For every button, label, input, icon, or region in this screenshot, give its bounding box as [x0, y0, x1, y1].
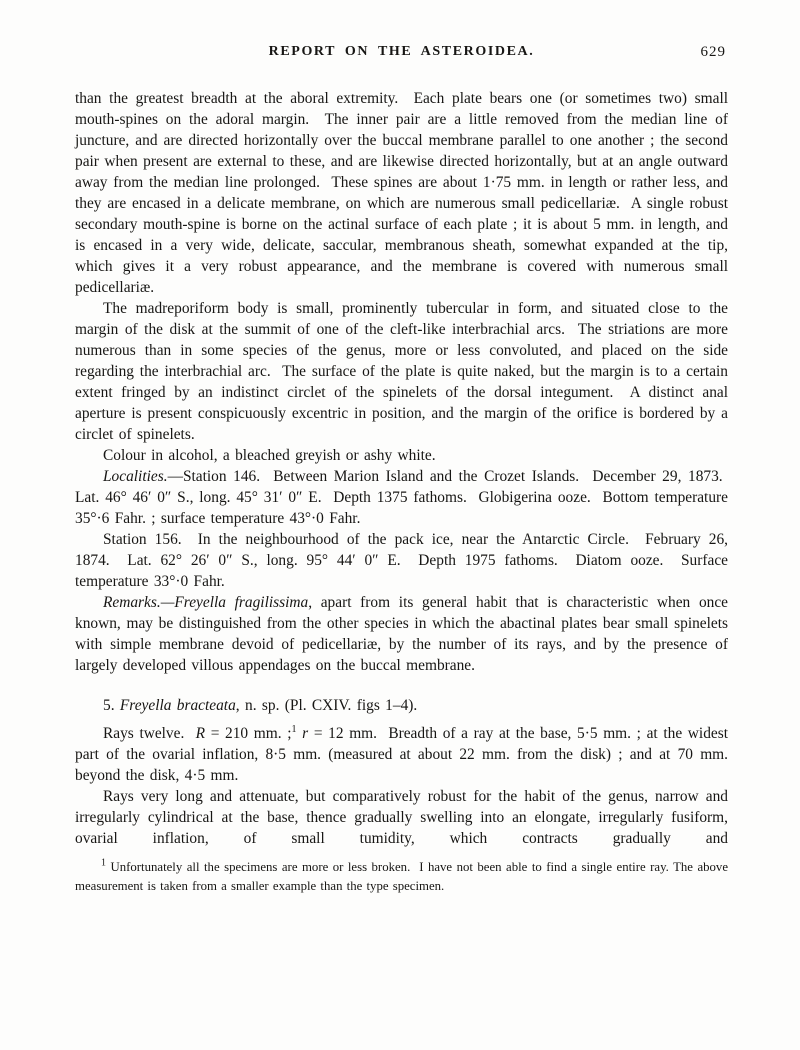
measurements-paragraph	[75, 723, 728, 786]
continuation-paragraph	[75, 88, 728, 298]
text-run: Station 156. In the neighbourhood of the pack ice, near the Antarctic Circle. February 26, 1874. Lat. 62° 26′ 0″ S., long. 95° 44′ 0″ E. Depth 1975 fathoms. Diatom ooze. Surface temperature 33°·0 Fahr.	[75, 531, 728, 590]
italic-run: R	[195, 725, 206, 742]
text-run: = 12 mm. Breadth of a ray at the base, 5·5 mm. ; at the widest part of the ovarial inflation, 8·5 mm. (measured at about 22 mm. from the disk) ; and at 70 mm. beyond the disk, 4·5 mm.	[75, 725, 728, 784]
italic-run: Remarks.—Freyella fragilissima	[103, 594, 309, 611]
remarks-paragraph	[75, 592, 728, 676]
superscript-run: 1	[101, 857, 106, 869]
madreporiform-paragraph	[75, 298, 728, 445]
localities-paragraph	[75, 466, 728, 529]
text-run: , apart from its general habit that is characteristic when once known, may be distinguished from the other species in which the abactinal plates bear small spinelets with simple membrane devoid of pedicellariæ, by the number of its rays, and by the presence of largely developed villous appendages on the buccal membrane.	[75, 594, 728, 674]
station-156-paragraph	[75, 529, 728, 592]
italic-run: r	[302, 725, 309, 742]
text-run: , n. sp. (Pl. CXIV. figs 1–4).	[235, 697, 418, 714]
colour-paragraph	[75, 445, 728, 466]
text-run: Rays twelve.	[103, 725, 196, 742]
italic-run: Localities.	[103, 468, 168, 485]
text-run: Rays very long and attenuate, but comparatively robust for the habit of the genus, narrow and irregularly cylindrical at the base, thence gradually swelling into an elongate, irregularly fusiform, ovarial inflation, of small tumidity, which contracts gradually and	[75, 788, 728, 847]
text-run: 5.	[103, 697, 120, 714]
superscript-run: 1	[291, 723, 297, 735]
page-header	[75, 44, 728, 66]
page-number: 629	[700, 44, 726, 60]
species-heading	[75, 695, 728, 716]
text-run: —Station 146. Between Marion Island and the Crozet Islands. December 29, 1873. Lat. 46° 46′ 0″ S., long. 45° 31′ 0″ E. Depth 1375 fathoms. Globigerina ooze. Bottom temperature 35°·6 Fahr. ; surface temperature 43°·0 Fahr.	[75, 468, 728, 527]
footnote	[75, 858, 728, 896]
running-title: REPORT ON THE ASTEROIDEA.	[268, 44, 535, 59]
page-body	[75, 88, 728, 849]
italic-run: Freyella bracteata	[119, 697, 236, 714]
text-run: = 210 mm. ;	[205, 725, 292, 742]
text-run: Colour in alcohol, a bleached greyish or ashy white.	[103, 447, 436, 464]
footnote-paragraph	[75, 858, 728, 896]
text-run: Unfortunately all the specimens are more or less broken. I have not been able to find a single entire ray. The above measurement is taken from a smaller example than the type specimen.	[75, 860, 728, 893]
text-run: than the greatest breadth at the aboral extremity. Each plate bears one (or sometimes two) small mouth-spines on the adoral margin. The inner pair are a little removed from the median line of juncture, and are directed horizontally over the buccal membrane parallel to one another ; the second pair when present are external to these, and are likewise directed horizontally, but at an angle outward away from the median line prolonged. These spines are about 1·75 mm. in length or rather less, and they are encased in a delicate membrane, on which are numerous small pedicellariæ. A single robust secondary mouth-spine is borne on the actinal surface of each plate ; it is about 5 mm. in length, and is encased in a very wide, delicate, saccular, membranous sheath, somewhat expanded at the tip, which gives it a very robust appearance, and the membrane is covered with numerous small pedicellariæ.	[75, 90, 728, 296]
rays-description-paragraph	[75, 786, 728, 849]
text-run: The madreporiform body is small, prominently tubercular in form, and situated close to the margin of the disk at the summit of one of the cleft-like interbrachial arcs. The striations are more numerous than in some species of the genus, more or less convoluted, and placed on the side regarding the interbrachial arc. The surface of the plate is quite naked, but the margin is to a certain extent fringed by an indistinct circlet of the spinelets of the dorsal integument. A distinct anal aperture is present conspicuously excentric in position, and the margin of the orifice is bordered by a circlet of spinelets.	[75, 300, 728, 443]
